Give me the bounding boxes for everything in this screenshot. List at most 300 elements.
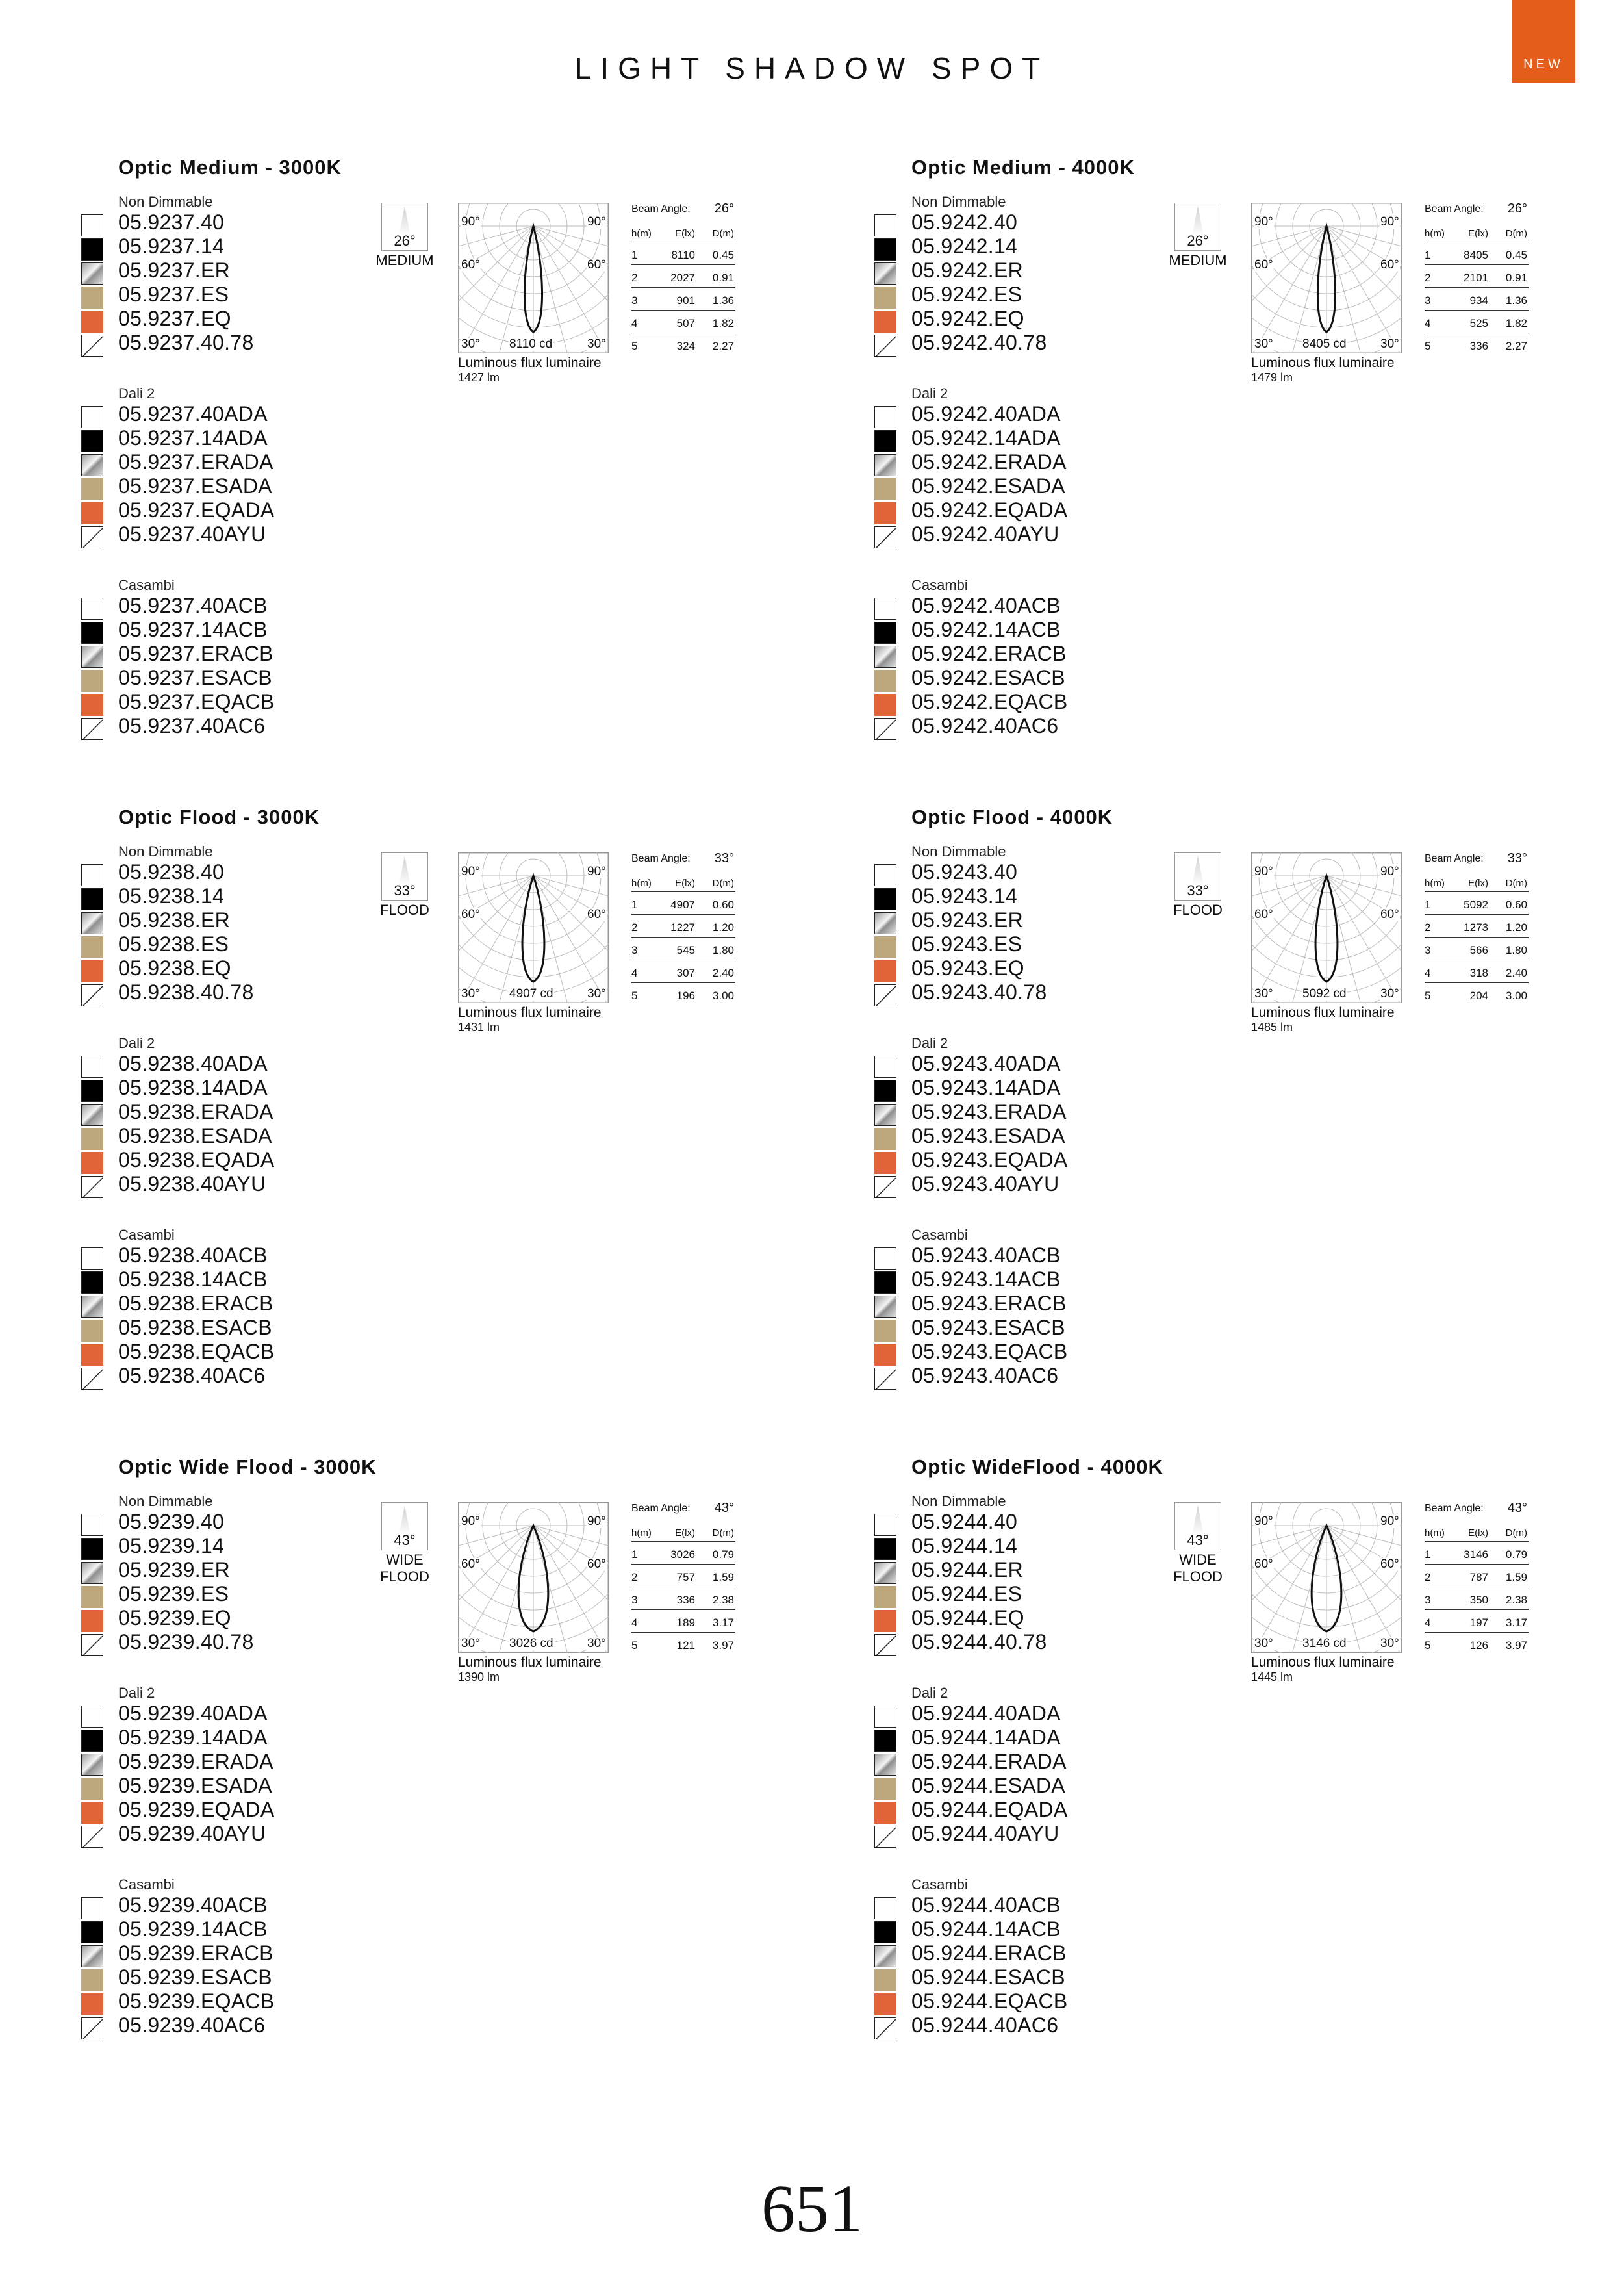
polar-angle-label: 60° — [461, 258, 480, 272]
height-cell: 3 — [1425, 294, 1431, 307]
product-code: 05.9239.ER — [118, 1558, 231, 1581]
product-code: 05.9239.14ADA — [118, 1726, 268, 1749]
product-code: 05.9238.40 — [118, 860, 225, 884]
product-code: 05.9243.40ACB — [911, 1244, 1061, 1267]
product-code: 05.9242.40.78 — [911, 331, 1047, 354]
custom-finish-swatch — [874, 335, 896, 357]
product-code: 05.9238.14ADA — [118, 1076, 268, 1099]
product-code: 05.9237.40.78 — [118, 331, 254, 354]
group-label: Casambi — [911, 1227, 968, 1243]
illuminance-cell: 3146 — [1464, 1548, 1488, 1561]
product-code: 05.9242.40ACB — [911, 594, 1061, 617]
product-block — [81, 156, 828, 741]
product-code: 05.9243.ERADA — [911, 1100, 1067, 1123]
product-code-row — [81, 715, 419, 737]
peak-intensity-label: 3026 cd — [509, 1637, 553, 1650]
product-code-row — [874, 1511, 1212, 1533]
peak-intensity-label: 3146 cd — [1302, 1637, 1347, 1650]
orange-finish-swatch — [81, 1993, 103, 2015]
product-code-row — [81, 524, 419, 546]
product-code-row — [81, 691, 419, 713]
chrome-finish-swatch — [874, 1562, 896, 1584]
product-code-row — [874, 1173, 1212, 1195]
product-code: 05.9239.40 — [118, 1510, 225, 1533]
chrome-finish-swatch — [874, 1945, 896, 1967]
height-cell: 2 — [1425, 272, 1431, 284]
table-row — [1425, 961, 1529, 983]
col-diameter-header: D(m) — [712, 878, 734, 889]
bronze-finish-swatch — [874, 936, 896, 958]
peak-intensity-label: 4907 cd — [509, 987, 553, 1001]
luminous-flux-value: 1427 lm — [458, 371, 500, 384]
height-cell: 1 — [631, 1548, 638, 1561]
height-cell: 4 — [631, 317, 638, 329]
product-code-row — [81, 1293, 419, 1315]
luminous-flux-value: 1431 lm — [458, 1021, 500, 1034]
black-finish-swatch — [81, 1271, 103, 1294]
height-cell: 1 — [631, 899, 638, 911]
product-code-row — [81, 1365, 419, 1387]
illuminance-cell: 4907 — [670, 899, 695, 911]
polar-angle-label: 90° — [587, 1514, 606, 1528]
product-code-row — [81, 1727, 419, 1749]
custom-finish-swatch — [874, 1176, 896, 1198]
product-code: 05.9239.40ADA — [118, 1702, 268, 1725]
group-label: Casambi — [118, 1227, 175, 1243]
diameter-cell: 3.00 — [712, 990, 734, 1002]
white-finish-swatch — [874, 1056, 896, 1078]
product-code-row — [81, 332, 419, 354]
product-code: 05.9242.EQ — [911, 307, 1024, 330]
black-finish-swatch — [81, 1730, 103, 1752]
product-code: 05.9237.14ADA — [118, 426, 268, 450]
product-code: 05.9242.14ADA — [911, 426, 1061, 450]
product-code: 05.9237.ERACB — [118, 642, 273, 665]
diameter-cell: 3.00 — [1505, 990, 1527, 1002]
product-code-row — [81, 1991, 419, 2013]
height-cell: 5 — [1425, 340, 1431, 352]
product-code: 05.9237.EQADA — [118, 498, 275, 522]
bronze-finish-swatch — [81, 1128, 103, 1150]
product-code: 05.9242.40AC6 — [911, 714, 1059, 737]
white-finish-swatch — [874, 214, 896, 236]
custom-finish-swatch — [81, 526, 103, 548]
table-header — [631, 225, 735, 242]
illuminance-cell: 126 — [1469, 1639, 1488, 1652]
table-row — [1425, 311, 1529, 333]
custom-finish-swatch — [874, 1368, 896, 1390]
product-code-row — [874, 500, 1212, 522]
table-row — [1425, 1588, 1529, 1610]
polar-angle-label: 30° — [461, 1637, 480, 1650]
product-code-row — [874, 1751, 1212, 1773]
bronze-finish-swatch — [81, 670, 103, 692]
product-code: 05.9239.ERACB — [118, 1941, 273, 1965]
diameter-cell: 3.97 — [712, 1639, 734, 1652]
product-code-row — [874, 1583, 1212, 1605]
col-diameter-header: D(m) — [1505, 1527, 1527, 1539]
group-label: Dali 2 — [911, 385, 948, 402]
product-code: 05.9237.14 — [118, 235, 225, 258]
product-code: 05.9243.14ADA — [911, 1076, 1061, 1099]
table-row — [631, 1565, 735, 1587]
polar-angle-label: 60° — [1254, 258, 1273, 272]
table-row — [1425, 1542, 1529, 1565]
product-code: 05.9238.EQACB — [118, 1340, 275, 1363]
beam-angle-value: 43° — [1507, 1501, 1527, 1515]
product-code: 05.9238.40.78 — [118, 980, 254, 1004]
product-code: 05.9237.40AC6 — [118, 714, 266, 737]
product-code: 05.9239.EQADA — [118, 1798, 275, 1821]
product-code: 05.9237.ER — [118, 259, 231, 282]
product-code: 05.9237.14ACB — [118, 618, 268, 641]
chrome-finish-swatch — [81, 1104, 103, 1126]
product-code-row — [81, 1341, 419, 1363]
product-code: 05.9243.40.78 — [911, 980, 1047, 1004]
product-code-row — [81, 934, 419, 956]
bronze-finish-swatch — [874, 1320, 896, 1342]
product-code: 05.9242.EQACB — [911, 690, 1068, 713]
custom-finish-swatch — [81, 718, 103, 740]
illuminance-cell: 2101 — [1464, 272, 1488, 284]
product-code-row — [81, 1919, 419, 1941]
illuminance-cell: 196 — [676, 990, 695, 1002]
product-code: 05.9244.ESACB — [911, 1965, 1065, 1989]
product-code-row — [874, 1293, 1212, 1315]
diameter-cell: 2.38 — [1505, 1594, 1527, 1606]
product-code: 05.9242.ESACB — [911, 666, 1065, 689]
product-code-row — [874, 1101, 1212, 1123]
luminous-flux-value: 1485 lm — [1251, 1021, 1293, 1034]
height-cell: 2 — [631, 921, 638, 934]
product-code-row — [874, 476, 1212, 498]
diameter-cell: 3.17 — [712, 1616, 734, 1629]
product-code-row — [81, 476, 419, 498]
product-code-row — [874, 524, 1212, 546]
group-label: Casambi — [118, 1876, 175, 1893]
custom-finish-swatch — [81, 2017, 103, 2039]
product-code-row — [874, 2015, 1212, 2037]
product-code-row — [874, 691, 1212, 713]
polar-angle-label: 30° — [461, 337, 480, 351]
product-code: 05.9242.40 — [911, 211, 1018, 234]
group-label: Casambi — [118, 577, 175, 593]
beam-angle-label: Beam Angle: — [631, 203, 691, 214]
black-finish-swatch — [874, 1271, 896, 1294]
polar-angle-label: 30° — [1254, 1637, 1273, 1650]
product-code-row — [81, 1943, 419, 1965]
table-row — [631, 1633, 735, 1655]
product-code-row — [81, 212, 419, 234]
bronze-finish-swatch — [81, 1969, 103, 1991]
product-code: 05.9243.EQ — [911, 956, 1024, 980]
diameter-cell: 0.91 — [712, 272, 734, 284]
illuminance-cell: 318 — [1469, 967, 1488, 979]
white-finish-swatch — [81, 1897, 103, 1919]
product-code-row — [81, 1053, 419, 1075]
optic-angle-label: 43° — [1187, 1532, 1209, 1548]
chrome-finish-swatch — [874, 1296, 896, 1318]
orange-finish-swatch — [81, 960, 103, 982]
custom-finish-swatch — [81, 335, 103, 357]
product-code: 05.9242.EQADA — [911, 498, 1068, 522]
polar-angle-label: 60° — [1380, 258, 1399, 272]
group-label: Non Dimmable — [911, 1493, 1006, 1509]
polar-angle-label: 60° — [587, 908, 606, 921]
black-finish-swatch — [874, 1538, 896, 1560]
product-code-row — [874, 1341, 1212, 1363]
product-code-row — [874, 1317, 1212, 1339]
col-diameter-header: D(m) — [712, 228, 734, 239]
product-code: 05.9237.40AYU — [118, 522, 266, 546]
diameter-cell: 0.60 — [712, 899, 734, 911]
product-code-row — [81, 1799, 419, 1821]
table-row — [631, 1542, 735, 1565]
white-finish-swatch — [81, 598, 103, 620]
product-code: 05.9237.40ADA — [118, 402, 268, 426]
product-code-row — [81, 1269, 419, 1291]
height-cell: 5 — [1425, 1639, 1431, 1652]
group-label: Dali 2 — [118, 1035, 155, 1051]
polar-angle-label: 30° — [587, 1637, 606, 1650]
product-code: 05.9237.ESADA — [118, 474, 272, 498]
product-code-row — [81, 1125, 419, 1147]
optic-name-label: WIDE — [386, 1552, 424, 1568]
product-code-row — [874, 1991, 1212, 2013]
height-cell: 5 — [631, 340, 638, 352]
optic-angle-label: 26° — [1187, 233, 1209, 249]
product-code-row — [874, 1125, 1212, 1147]
block-title: Optic Flood - 3000K — [118, 806, 320, 828]
polar-angle-label: 90° — [1380, 215, 1399, 229]
table-row — [631, 334, 735, 355]
table-row — [631, 1588, 735, 1610]
illuminance-cell: 8110 — [671, 249, 695, 261]
height-cell: 5 — [631, 1639, 638, 1652]
optic-name-label: MEDIUM — [375, 252, 434, 268]
height-cell: 3 — [1425, 944, 1431, 956]
optic-name-label: FLOOD — [1173, 1568, 1223, 1585]
product-code: 05.9244.EQ — [911, 1606, 1024, 1629]
chrome-finish-swatch — [874, 454, 896, 476]
diameter-cell: 0.60 — [1505, 899, 1527, 911]
polar-diagram — [1251, 203, 1402, 357]
product-code: 05.9237.40ACB — [118, 594, 268, 617]
col-illuminance-header: E(lx) — [1468, 228, 1488, 239]
optic-angle-label: 33° — [1187, 882, 1209, 899]
product-code: 05.9243.ESADA — [911, 1124, 1065, 1147]
table-row — [1425, 288, 1529, 311]
col-diameter-header: D(m) — [712, 1527, 734, 1539]
height-cell: 1 — [631, 249, 638, 261]
product-code: 05.9237.EQ — [118, 307, 231, 330]
beam-angle-label: Beam Angle: — [1425, 1503, 1484, 1514]
orange-finish-swatch — [874, 502, 896, 524]
product-code-row — [81, 1511, 419, 1533]
table-row — [1425, 915, 1529, 938]
height-cell: 4 — [1425, 1616, 1431, 1629]
beam-angle-row — [1425, 201, 1529, 218]
chrome-finish-swatch — [81, 262, 103, 285]
illuminance-cell: 324 — [676, 340, 695, 352]
product-code-row — [874, 1631, 1212, 1654]
polar-angle-label: 90° — [461, 215, 480, 229]
product-code-row — [874, 403, 1212, 426]
custom-finish-swatch — [874, 1826, 896, 1848]
orange-finish-swatch — [81, 694, 103, 716]
table-header — [1425, 225, 1529, 242]
chrome-finish-swatch — [81, 646, 103, 668]
product-code: 05.9242.40ADA — [911, 402, 1061, 426]
bronze-finish-swatch — [81, 1778, 103, 1800]
product-code: 05.9238.40ADA — [118, 1052, 268, 1075]
bronze-finish-swatch — [81, 1320, 103, 1342]
table-header — [631, 1524, 735, 1542]
bronze-finish-swatch — [81, 936, 103, 958]
product-code: 05.9238.14ACB — [118, 1268, 268, 1291]
page-number: 651 — [761, 2171, 863, 2246]
col-illuminance-header: E(lx) — [1468, 878, 1488, 889]
group-label: Dali 2 — [118, 1685, 155, 1701]
group-label: Non Dimmable — [911, 194, 1006, 210]
product-code: 05.9237.ESACB — [118, 666, 272, 689]
optic-name-label: MEDIUM — [1169, 252, 1227, 268]
diameter-cell: 0.79 — [712, 1548, 734, 1561]
white-finish-swatch — [874, 1706, 896, 1728]
table-header — [1425, 1524, 1529, 1542]
black-finish-swatch — [874, 430, 896, 452]
product-code: 05.9239.14ACB — [118, 1917, 268, 1941]
table-row — [1425, 1633, 1529, 1655]
height-cell: 2 — [631, 1571, 638, 1583]
custom-finish-swatch — [874, 718, 896, 740]
product-code: 05.9242.14 — [911, 235, 1018, 258]
bronze-finish-swatch — [874, 478, 896, 500]
black-finish-swatch — [874, 888, 896, 910]
table-row — [631, 984, 735, 1005]
illuminance-cell: 901 — [676, 294, 695, 307]
product-code-row — [81, 1751, 419, 1773]
product-code: 05.9244.ER — [911, 1558, 1024, 1581]
diameter-cell: 1.82 — [712, 317, 734, 329]
product-code-row — [874, 715, 1212, 737]
polar-angle-label: 60° — [1380, 1557, 1399, 1571]
illuminance-cell: 336 — [1469, 340, 1488, 352]
polar-diagram — [1251, 1502, 1402, 1656]
orange-finish-swatch — [874, 1610, 896, 1632]
col-illuminance-header: E(lx) — [675, 228, 695, 239]
product-code-row — [81, 667, 419, 689]
polar-angle-label: 60° — [587, 1557, 606, 1571]
product-code-row — [874, 1269, 1212, 1291]
group-label: Casambi — [911, 1876, 968, 1893]
table-row — [1425, 266, 1529, 288]
product-code-row — [81, 958, 419, 980]
product-code-row — [874, 1053, 1212, 1075]
white-finish-swatch — [874, 1514, 896, 1536]
product-code-row — [874, 934, 1212, 956]
polar-angle-label: 60° — [587, 258, 606, 272]
product-code-row — [874, 332, 1212, 354]
product-code-row — [874, 1077, 1212, 1099]
chrome-finish-swatch — [874, 1104, 896, 1126]
product-block — [81, 806, 828, 1390]
white-finish-swatch — [874, 598, 896, 620]
product-code: 05.9238.ES — [118, 932, 229, 956]
bronze-finish-swatch — [874, 1778, 896, 1800]
product-code: 05.9243.40AC6 — [911, 1364, 1059, 1387]
height-cell: 4 — [1425, 317, 1431, 329]
white-finish-swatch — [81, 1056, 103, 1078]
product-code: 05.9242.ES — [911, 283, 1022, 306]
white-finish-swatch — [81, 864, 103, 886]
product-code: 05.9239.40.78 — [118, 1630, 254, 1654]
page-title: LIGHT SHADOW SPOT — [574, 51, 1050, 85]
col-diameter-header: D(m) — [1505, 878, 1527, 889]
orange-finish-swatch — [81, 1344, 103, 1366]
orange-finish-swatch — [874, 694, 896, 716]
product-code: 05.9239.40AYU — [118, 1822, 266, 1845]
white-finish-swatch — [81, 1247, 103, 1270]
diameter-cell: 2.27 — [712, 340, 734, 352]
table-row — [1425, 1565, 1529, 1587]
table-row — [1425, 1611, 1529, 1633]
product-code: 05.9242.ER — [911, 259, 1024, 282]
height-cell: 2 — [1425, 921, 1431, 934]
optic-angle-label: 43° — [394, 1532, 416, 1548]
product-code: 05.9244.ESADA — [911, 1774, 1065, 1797]
illuminance-cell: 336 — [676, 1594, 695, 1606]
product-code-row — [874, 643, 1212, 665]
product-code: 05.9244.EQADA — [911, 1798, 1068, 1821]
diameter-cell: 1.80 — [1505, 944, 1527, 956]
beam-angle-value: 26° — [1507, 201, 1527, 216]
product-code: 05.9237.40 — [118, 211, 225, 234]
polar-angle-label: 30° — [1380, 1637, 1399, 1650]
product-code: 05.9244.40AC6 — [911, 2013, 1059, 2037]
beam-angle-row — [1425, 851, 1529, 868]
illuminance-cell: 5092 — [1464, 899, 1488, 911]
optic-angle-label: 33° — [394, 882, 416, 899]
diameter-cell: 2.40 — [712, 967, 734, 979]
product-code: 05.9238.ESADA — [118, 1124, 272, 1147]
height-cell: 4 — [1425, 967, 1431, 979]
product-code: 05.9243.14 — [911, 884, 1018, 908]
beam-angle-row — [631, 201, 735, 218]
chrome-finish-swatch — [81, 1754, 103, 1776]
optic-name-label: FLOOD — [1173, 902, 1223, 918]
product-code: 05.9244.ERACB — [911, 1941, 1067, 1965]
beam-angle-label: Beam Angle: — [631, 1503, 691, 1514]
black-finish-swatch — [81, 430, 103, 452]
orange-finish-swatch — [874, 1344, 896, 1366]
product-block — [874, 156, 1621, 741]
product-code-row — [874, 1943, 1212, 1965]
beam-angle-row — [631, 1501, 735, 1518]
custom-finish-swatch — [81, 1826, 103, 1848]
custom-finish-swatch — [81, 1634, 103, 1656]
height-cell: 3 — [631, 294, 638, 307]
product-code: 05.9243.ER — [911, 908, 1024, 932]
diameter-cell: 2.27 — [1505, 340, 1527, 352]
product-code-row — [81, 2015, 419, 2037]
product-code-row — [81, 428, 419, 450]
custom-finish-swatch — [81, 984, 103, 1006]
height-cell: 2 — [631, 272, 638, 284]
product-code: 05.9244.40ACB — [911, 1893, 1061, 1917]
product-code-row — [81, 595, 419, 617]
illuminance-cell: 934 — [1469, 294, 1488, 307]
